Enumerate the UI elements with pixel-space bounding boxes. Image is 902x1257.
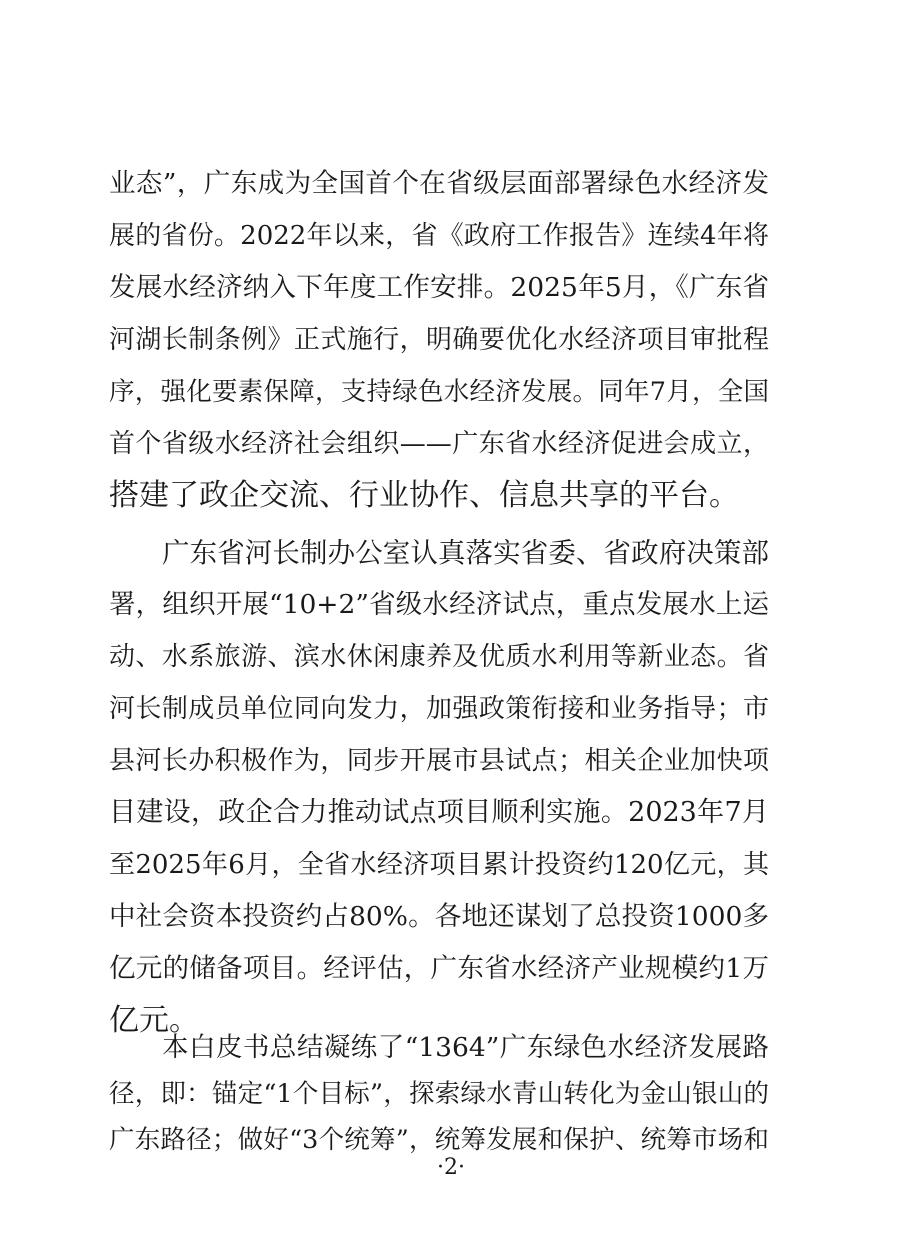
paragraph-1-line-6: 首个省级水经济社会组织——广东省水经济促进会成立， xyxy=(109,429,769,459)
paragraph-1-line-3: 发展水经济纳入下年度工作安排。2025年5月，《广东省 xyxy=(109,272,769,303)
paragraph-2-line-3: 动、水系旅游、滨水休闲康养及优质水利用等新业态。省 xyxy=(109,642,769,672)
paragraph-2-line-10: 亿元。 xyxy=(109,1003,199,1038)
paragraph-2-line-8: 中社会资本投资约占80%。各地还谋划了总投资1000多 xyxy=(109,901,769,932)
paragraph-2-line-9: 亿元的储备项目。经评估，广东省水经济产业规模约1万 xyxy=(109,953,769,984)
paragraph-2-line-5: 县河长办积极作为，同步开展市县试点；相关企业加快项 xyxy=(109,746,769,776)
paragraph-1-line-7: 搭建了政企交流、行业协作、信息共享的平台。 xyxy=(109,478,739,513)
paragraph-3-line-2: 径，即：锚定“1个目标”，探索绿水青山转化为金山银山的 xyxy=(109,1079,769,1109)
paragraph-2-line-2: 署，组织开展“10+2”省级水经济试点，重点发展水上运 xyxy=(109,589,769,620)
paragraph-1-line-4: 河湖长制条例》正式施行，明确要优化水经济项目审批程 xyxy=(109,325,769,355)
paragraph-1-line-2: 展的省份。2022年以来，省《政府工作报告》连续4年将 xyxy=(109,221,769,251)
paragraph-3-line-3: 广东路径；做好“3个统筹”，统筹发展和保护、统筹市场和 xyxy=(109,1125,769,1155)
paragraph-2-line-7: 至2025年6月，全省水经济项目累计投资约120亿元，其 xyxy=(109,850,769,880)
paragraph-2-line-1: 广东省河长制办公室认真落实省委、省政府决策部 xyxy=(162,537,769,569)
paragraph-3-line-1: 本白皮书总结凝练了“1364”广东绿色水经济发展路 xyxy=(162,1032,769,1063)
paragraph-2-line-6: 目建设，政企合力推动试点项目顺利实施。2023年7月 xyxy=(109,797,769,828)
paragraph-1-line-5: 序，强化要素保障，支持绿色水经济发展。同年7月，全国 xyxy=(109,377,769,407)
paragraph-1-line-1: 业态”，广东成为全国首个在省级层面部署绿色水经济发 xyxy=(109,168,769,199)
paragraph-2-line-4: 河长制成员单位同向发力，加强政策衔接和业务指导；市 xyxy=(109,694,769,724)
page-number: ·2· xyxy=(437,1155,465,1180)
